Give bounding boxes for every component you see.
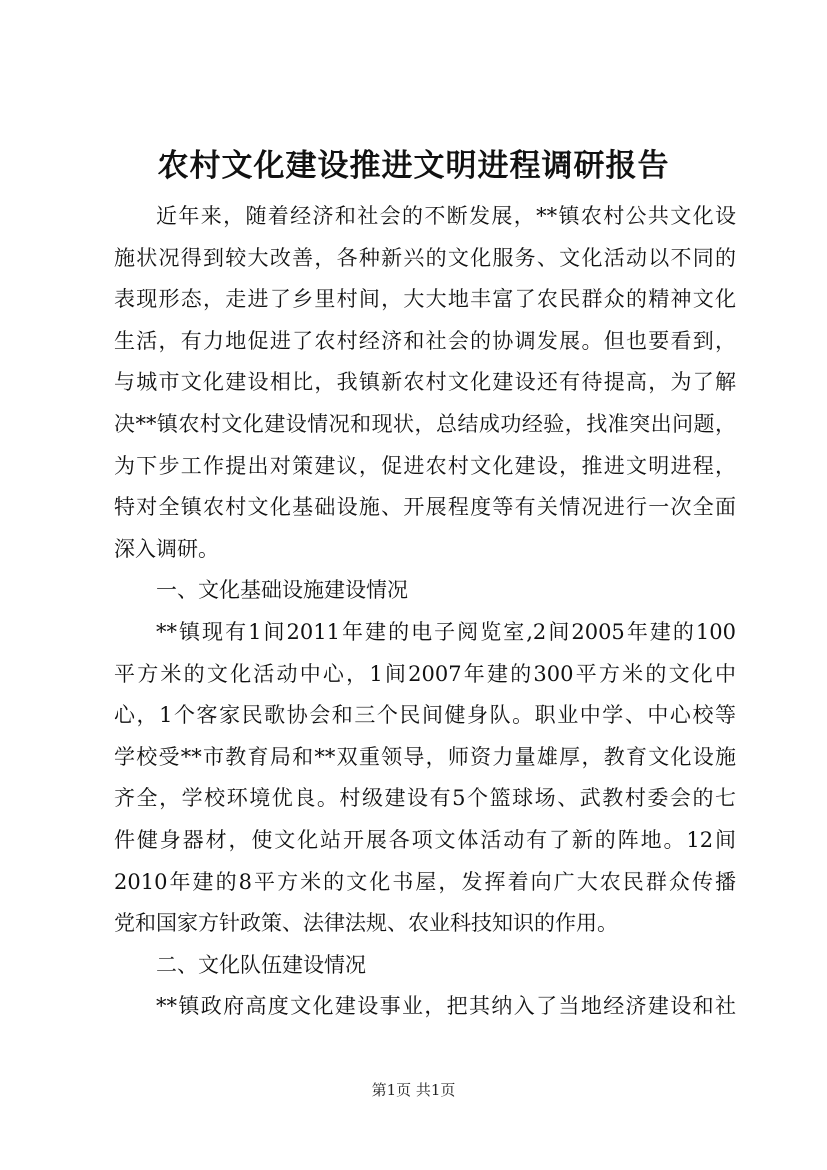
paragraph-2-line-2: 平方米的文化活动中心，1间2007年建的300平方米的文化中: [114, 661, 736, 686]
page-footer: 第1页 共1页: [371, 1081, 456, 1099]
paragraph-2-line-1: **镇现有1间2011年建的电子阅览室,2间2005年建的100: [156, 619, 736, 644]
paragraph-2-line-8: 党和国家方针政策、法律法规、农业科技知识的作用。: [114, 911, 618, 936]
paragraph-3-line-1: **镇政府高度文化建设事业，把其纳入了当地经济建设和社: [156, 994, 736, 1019]
paragraph-2-line-7: 2010年建的8平方米的文化书屋，发挥着向广大农民群众传播: [114, 869, 736, 894]
section-heading-1: 一、文化基础设施建设情况: [156, 578, 408, 603]
document-body: [114, 196, 736, 1028]
paragraph-1-line-6: 决**镇农村文化建设情况和现状，总结成功经验，找准突出问题，: [114, 411, 736, 436]
paragraph-2-line-3: 心，1个客家民歌协会和三个民间健身队。职业中学、中心校等: [114, 703, 736, 728]
paragraph-2-line-4: 学校受**市教育局和**双重领导，师资力量雄厚，教育文化设施: [114, 744, 736, 769]
paragraph-1-line-5: 与城市文化建设相比，我镇新农村文化建设还有待提高，为了解: [114, 370, 736, 395]
paragraph-1-line-3: 表现形态，走进了乡里村间，大大地丰富了农民群众的精神文化: [114, 287, 736, 312]
paragraph-2-line-6: 件健身器材，使文化站开展各项文体活动有了新的阵地。12间: [114, 827, 736, 852]
section-heading-2: 二、文化队伍建设情况: [156, 952, 366, 977]
paragraph-2-line-5: 齐全，学校环境优良。村级建设有5个篮球场、武教村委会的七: [114, 786, 736, 811]
paragraph-1-line-1: 近年来，随着经济和社会的不断发展，**镇农村公共文化设: [156, 204, 736, 228]
document-title: 农村文化建设推进文明进程调研报告: [157, 148, 670, 184]
paragraph-1-line-7: 为下步工作提出对策建议，促进农村文化建设，推进文明进程，: [114, 453, 736, 478]
paragraph-1-line-2: 施状况得到较大改善，各种新兴的文化服务、文化活动以不同的: [114, 245, 736, 270]
paragraph-1-line-9: 深入调研。: [114, 536, 219, 561]
paragraph-1-line-8: 特对全镇农村文化基础设施、开展程度等有关情况进行一次全面: [114, 495, 736, 520]
paragraph-1-line-4: 生活，有力地促进了农村经济和社会的协调发展。但也要看到，: [114, 328, 736, 353]
